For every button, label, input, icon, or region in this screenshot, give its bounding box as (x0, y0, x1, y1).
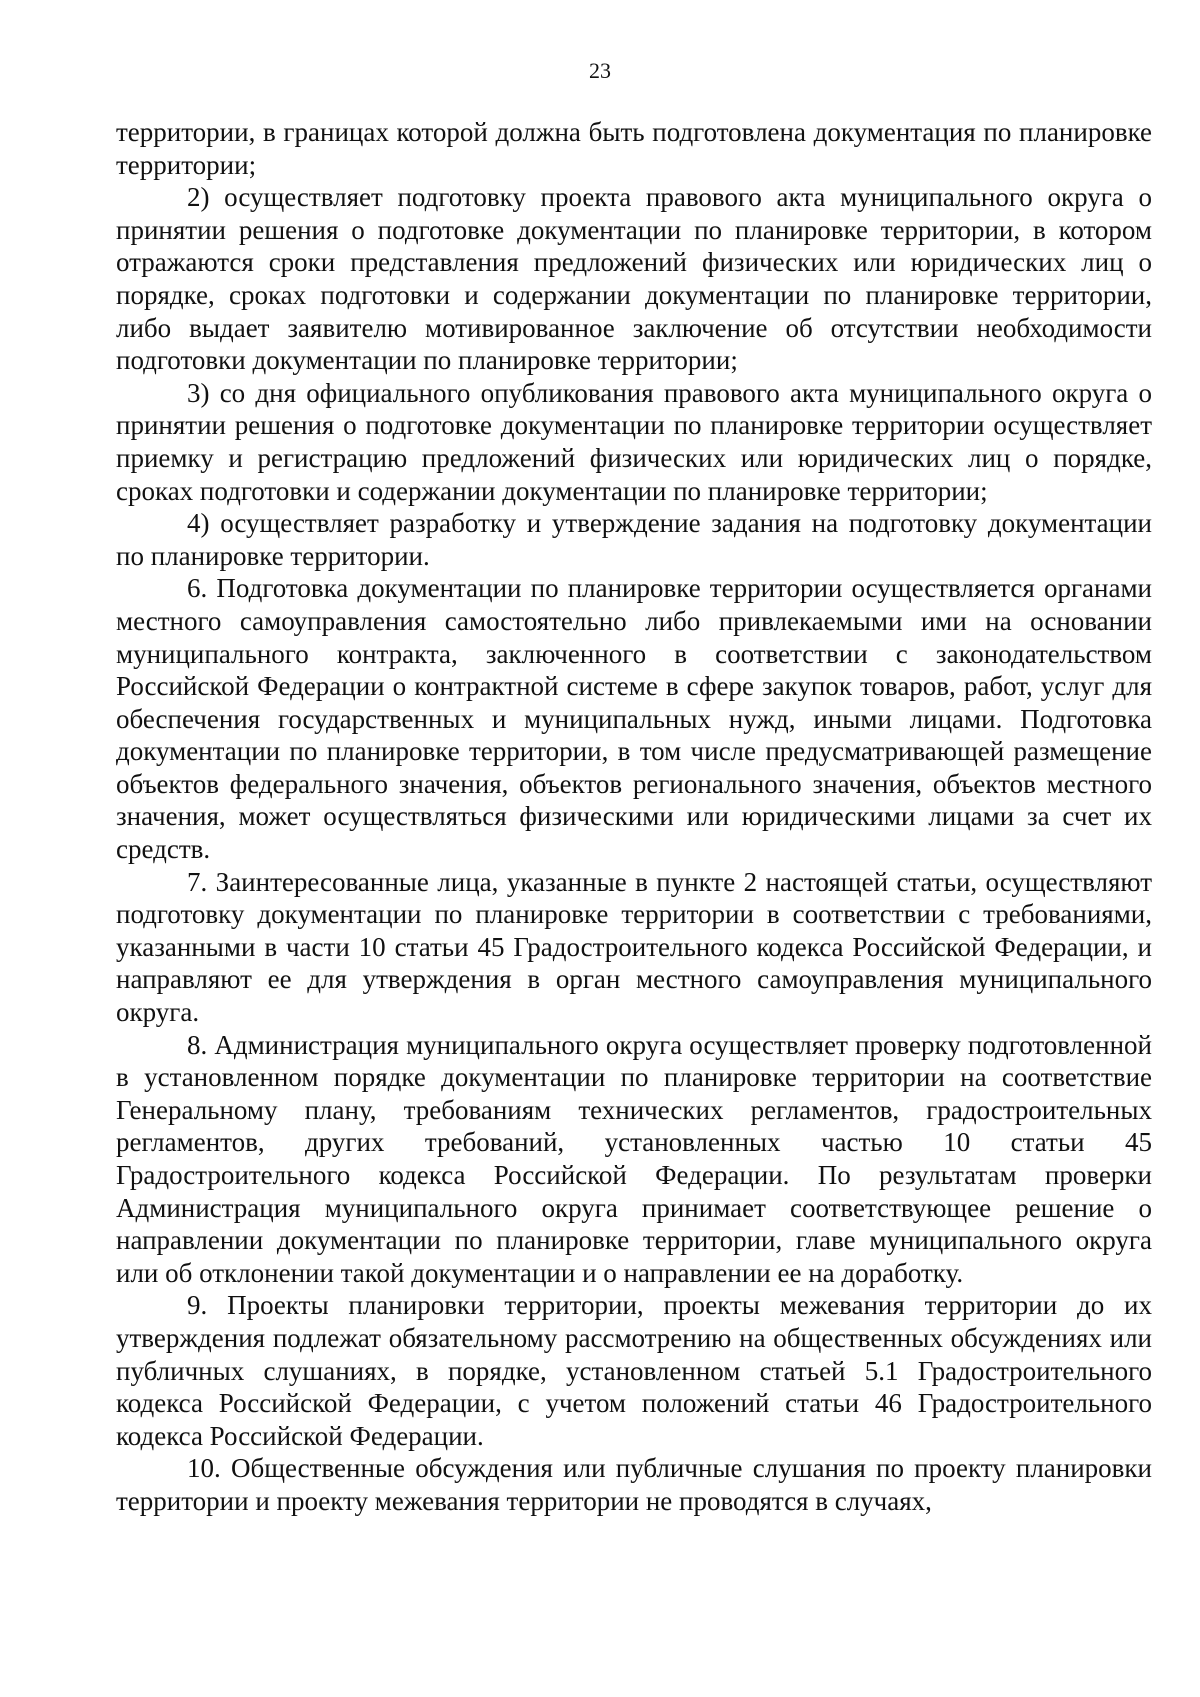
paragraph-item-3: 3) со дня официального опубликования правового акта муниципального округа о принятии решения о подготовке документации по планировке территории осуществляет приемку и регистрацию предложений физических или юридических лиц о порядке, сроках подготовки и содержании документации по планировке территории; (116, 377, 1152, 506)
paragraph-item-2: 2) осуществляет подготовку проекта правового акта муниципального округа о принятии решения о подготовке документации по планировке территории, в котором отражаются сроки представления предложений физических или юридических лиц о порядке, сроках подготовки и содержании документации по планировке территории, либо выдает заявителю мотивированное заключение об отсутствии необходимости подготовки документации по планировке территории; (116, 182, 1152, 376)
document-body (116, 116, 1152, 1518)
paragraph-clause-8: 8. Администрация муниципального округа осуществляет проверку подготовленной в установленном порядке документации по планировке территории на соответствие Генеральному плану, требованиям технических регламентов, градостроительных регламентов, других требований, установленных частью 10 статьи 45 Градостроительного кодекса Российской Федерации. По результатам проверки Администрация муниципального округа принимает соответствующее решение о направлении документации по планировке территории, главе муниципального округа или об отклонении такой документации и о направлении ее на доработку. (116, 1029, 1152, 1288)
paragraph-item-4: 4) осуществляет разработку и утверждение задания на подготовку документации по планировке территории. (116, 508, 1152, 571)
paragraph-continuation: территории, в границах которой должна быть подготовлена документация по планировке территории; (116, 117, 1152, 180)
paragraph-clause-7: 7. Заинтересованные лица, указанные в пункте 2 настоящей статьи, осуществляют подготовку документации по планировке территории в соответствии с требованиями, указанными в части 10 статьи 45 Градостроительного кодекса Российской Федерации, и направляют ее для утверждения в орган местного самоуправления муниципального округа. (116, 866, 1152, 1028)
paragraph-clause-10: 10. Общественные обсуждения или публичные слушания по проекту планировки территории и проекту межевания территории не проводятся в случаях, (116, 1453, 1152, 1516)
paragraph-clause-6: 6. Подготовка документации по планировке территории осуществляется органами местного самоуправления самостоятельно либо привлекаемыми ими на основании муниципального контракта, заключенного в соответствии с законодательством Российской Федерации о контрактной системе в сфере закупок товаров, работ, услуг для обеспечения государственных и муниципальных нужд, иными лицами. Подготовка документации по планировке территории, в том числе предусматривающей размещение объектов федерального значения, объектов регионального значения, объектов местного значения, может осуществляться физическими или юридическими лицами за счет их средств. (116, 573, 1152, 865)
paragraph-clause-9: 9. Проекты планировки территории, проекты межевания территории до их утверждения подлежат обязательному рассмотрению на общественных обсуждениях или публичных слушаниях, в порядке, установленном статьей 5.1 Градостроительного кодекса Российской Федерации, с учетом положений статьи 46 Градостроительного кодекса Российской Федерации. (116, 1290, 1152, 1451)
page-number: 23 (589, 58, 611, 83)
